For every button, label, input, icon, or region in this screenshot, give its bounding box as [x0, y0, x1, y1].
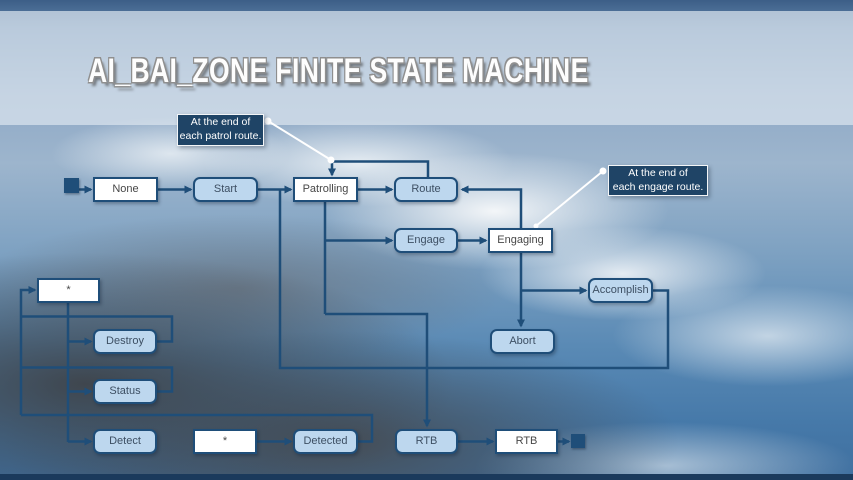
state-rtb-2: RTB — [495, 429, 558, 454]
final-state-marker — [571, 434, 585, 448]
state-status: Status — [93, 379, 157, 404]
callout-text-line: each engage route. — [612, 180, 704, 193]
state-wildcard-2: * — [193, 429, 257, 454]
callout-patrol-route — [177, 114, 264, 146]
callout-text-line: At the end of — [628, 166, 688, 179]
callout-text-line: each patrol route. — [179, 130, 262, 142]
pointer-line-patrol — [268, 121, 331, 160]
pointer-dot — [328, 157, 335, 164]
state-detected: Detected — [293, 429, 358, 454]
state-accomplish: Accomplish — [588, 278, 653, 303]
callout-engage-route — [608, 165, 708, 196]
slide-title: AI_BAI_ZONE FINITE STATE MACHINE — [88, 52, 589, 90]
callout-pointers — [265, 118, 607, 229]
edge-route-to-patrolling-loop — [332, 162, 428, 178]
pointer-dot — [265, 118, 272, 125]
state-wildcard-1: * — [37, 278, 100, 303]
state-destroy: Destroy — [93, 329, 157, 354]
callout-text-line: At the end of — [190, 116, 251, 129]
state-engaging: Engaging — [488, 228, 553, 253]
pointer-dot — [600, 168, 607, 175]
edge-patrolling-to-rtb — [325, 314, 427, 426]
edge-rail-to-wildcard — [21, 290, 35, 415]
state-abort: Abort — [490, 329, 555, 354]
state-start: Start — [193, 177, 258, 202]
state-patrolling: Patrolling — [293, 177, 358, 202]
state-detect: Detect — [93, 429, 157, 454]
initial-state-marker — [64, 178, 79, 193]
state-none: None — [93, 177, 158, 202]
edge-engaging-to-route — [462, 190, 521, 229]
state-route: Route — [394, 177, 458, 202]
state-engage: Engage — [394, 228, 458, 253]
pointer-line-engage — [536, 171, 603, 226]
state-rtb-1: RTB — [395, 429, 458, 454]
